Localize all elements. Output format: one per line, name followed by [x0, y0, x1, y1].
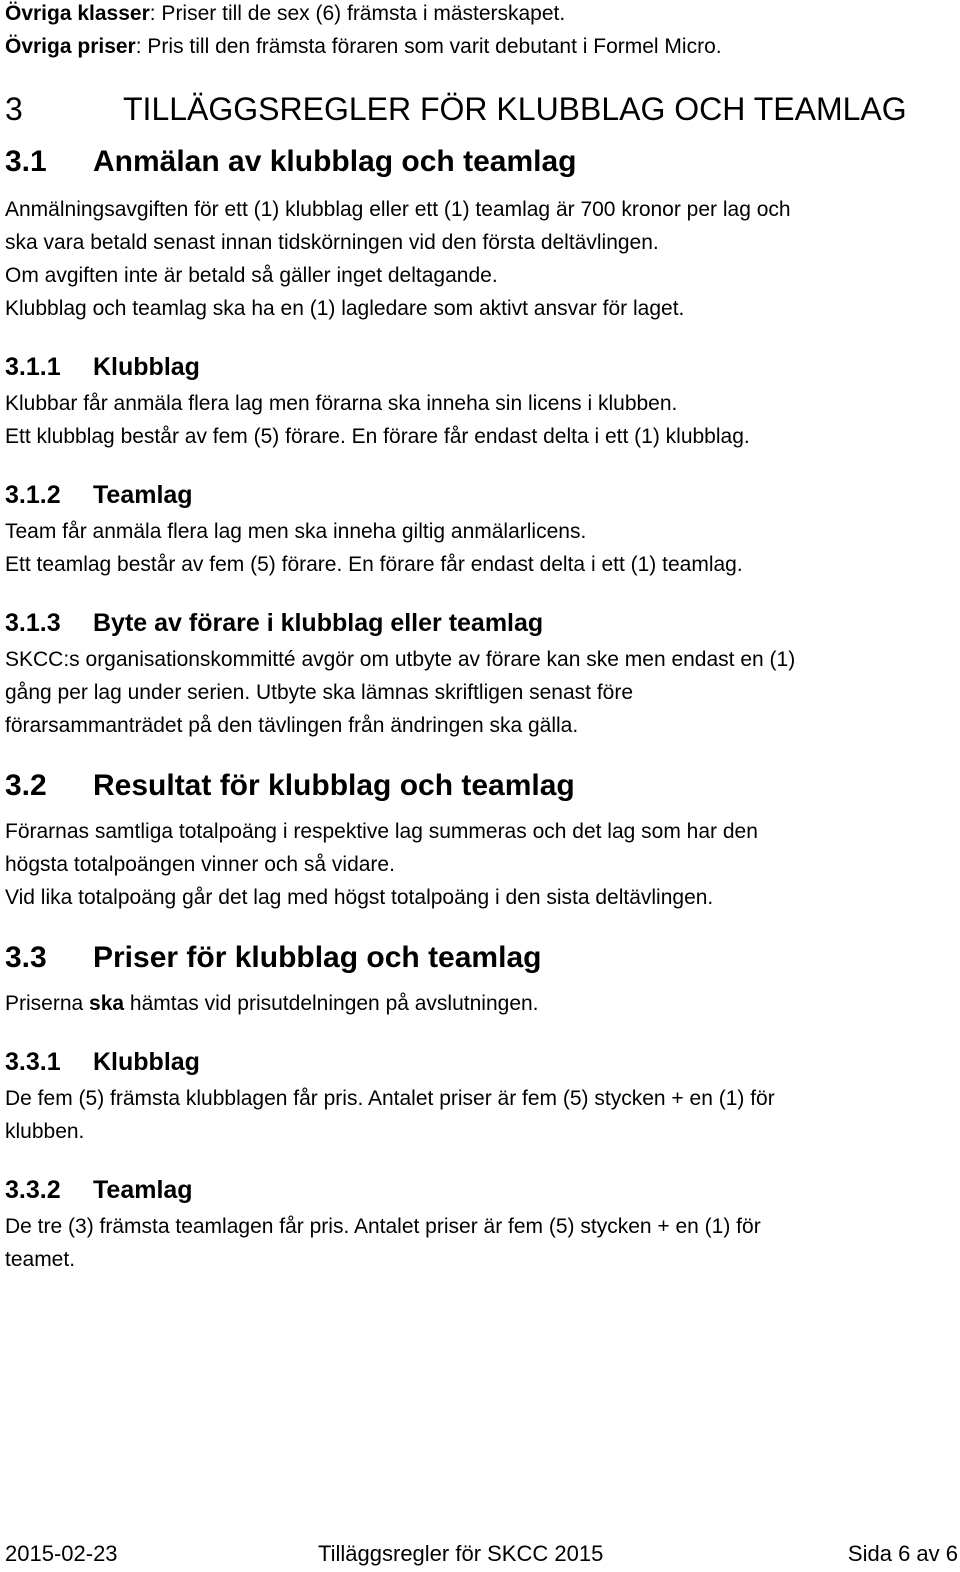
section-3-2-number: 3.2: [5, 769, 47, 802]
intro-line-prizes: [5, 35, 722, 59]
section-3-1-2-number: 3.1.2: [5, 481, 61, 509]
section-3-3-2-number: 3.3.2: [5, 1176, 61, 1204]
intro-label-classes: Övriga klasser: [5, 2, 150, 25]
section-3-1-3-line: gång per lag under serien. Utbyte ska lämnas skriftligen senast före: [5, 681, 634, 704]
footer-page-number: Sida 6 av 6: [847, 1541, 958, 1566]
section-3-3-1-title: Klubblag: [93, 1048, 200, 1076]
section-3-3-line: [5, 992, 539, 1016]
intro-text-classes: : Priser till de sex (6) främsta i mästerskapet.: [149, 2, 566, 25]
section-3-3-heading: [5, 940, 541, 976]
section-3-1-line: Om avgiften inte är betald så gäller inget deltagande.: [5, 264, 498, 287]
section-3-3-1-line: De fem (5) främsta klubblagen får pris. Antalet priser är fem (5) stycken + en (1) för: [5, 1087, 775, 1110]
section-3-1-3-heading: [5, 608, 543, 638]
section-3-3-number: 3.3: [5, 941, 47, 974]
intro-line-classes: [5, 2, 565, 26]
section-3-2-line: högsta totalpoängen vinner och så vidare.: [5, 853, 395, 876]
section-3-3-1-heading: [5, 1047, 200, 1077]
section-3-1-line: Anmälningsavgiften för ett (1) klubblag eller ett (1) teamlag är 700 kronor per lag och: [5, 198, 791, 221]
section-3-3-1-line: klubben.: [5, 1120, 85, 1143]
section-3-1-1-heading: [5, 352, 200, 382]
section-3-1-title: Anmälan av klubblag och teamlag: [93, 145, 577, 178]
section-3-3-2-heading: [5, 1175, 193, 1205]
section-3-1-line: Klubblag och teamlag ska ha en (1) lagledare som aktivt ansvar för laget.: [5, 297, 685, 320]
footer-date: 2015-02-23: [5, 1541, 118, 1566]
section-3-1-2-line: Ett teamlag består av fem (5) förare. En förare får endast delta i ett (1) teamlag.: [5, 553, 743, 576]
section-3-2-title: Resultat för klubblag och teamlag: [93, 769, 575, 802]
section-3-1-1-line: Klubbar får anmäla flera lag men förarna ska inneha sin licens i klubben.: [5, 392, 678, 415]
footer-title: Tilläggsregler för SKCC 2015: [318, 1541, 604, 1566]
section-3-1-number: 3.1: [5, 145, 47, 178]
section-3-1-1-line: Ett klubblag består av fem (5) förare. En förare får endast delta i ett (1) klubblag.: [5, 425, 750, 448]
section-3-3-text-pre: Priserna: [5, 992, 90, 1015]
section-3-3-2-line: teamet.: [5, 1248, 76, 1271]
section-3-3-title: Priser för klubblag och teamlag: [93, 941, 542, 974]
section-3-3-2-title: Teamlag: [93, 1176, 193, 1204]
section-3-1-1-title: Klubblag: [93, 353, 200, 381]
section-3-3-2-line: De tre (3) främsta teamlagen får pris. Antalet priser är fem (5) stycken + en (1) för: [5, 1215, 761, 1238]
section-3-2-heading: [5, 768, 575, 804]
section-3-1-line: ska vara betald senast innan tidskörningen vid den första deltävlingen.: [5, 231, 659, 254]
section-3-3-text-bold: ska: [89, 992, 125, 1015]
section-3-1-3-number: 3.1.3: [5, 609, 61, 637]
section-3-2-line: Förarnas samtliga totalpoäng i respektive lag summeras och det lag som har den: [5, 820, 758, 843]
section-3-3-1-number: 3.3.1: [5, 1048, 61, 1076]
section-3-1-3-title: Byte av förare i klubblag eller teamlag: [93, 609, 544, 637]
section-3-1-3-line: förarsammanträdet på den tävlingen från ändringen ska gälla.: [5, 714, 579, 737]
page-footer: [0, 1540, 960, 1568]
section-3-1-heading: [5, 144, 576, 180]
chapter-number: 3: [5, 91, 23, 127]
intro-text-prizes: : Pris till den främsta föraren som varit debutant i Formel Micro.: [135, 35, 722, 58]
section-3-1-1-number: 3.1.1: [5, 353, 61, 381]
section-3-1-3-line: SKCC:s organisationskommitté avgör om utbyte av förare kan ske men endast en (1): [5, 648, 796, 671]
chapter-title: TILLÄGGSREGLER FÖR KLUBBLAG OCH TEAMLAG: [123, 91, 907, 127]
section-3-1-2-heading: [5, 480, 193, 510]
section-3-1-2-title: Teamlag: [93, 481, 193, 509]
section-3-1-2-line: Team får anmäla flera lag men ska inneha giltig anmälarlicens.: [5, 520, 587, 543]
section-3-3-text-post: hämtas vid prisutdelningen på avslutningen.: [124, 992, 539, 1015]
chapter-heading: [5, 91, 907, 127]
intro-label-prizes: Övriga priser: [5, 35, 136, 58]
section-3-2-line: Vid lika totalpoäng går det lag med högst totalpoäng i den sista deltävlingen.: [5, 886, 714, 909]
